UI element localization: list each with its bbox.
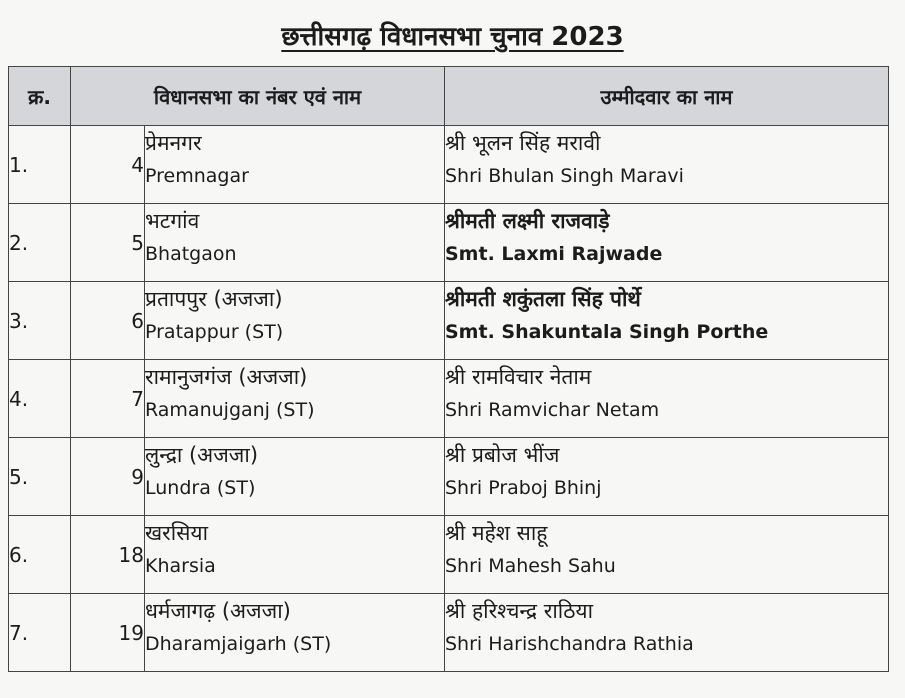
candidate-table [8,66,889,672]
constituency-name-english: Kharsia [145,555,216,577]
candidate-cell [445,126,889,204]
constituency-name-cell [145,360,445,438]
serial-number: 4. [9,360,71,438]
constituency-number: 19 [71,594,145,672]
serial-number: 6. [9,516,71,594]
serial-number: 2. [9,204,71,282]
constituency-name-cell [145,438,445,516]
candidate-name-english: Shri Harishchandra Rathia [445,633,694,655]
candidate-cell [445,360,889,438]
candidate-cell [445,204,889,282]
header-serial: क्र. [9,67,71,126]
document-title-text: छत्तीसगढ़ विधानसभा चुनाव 2023 [281,22,624,52]
constituency-number: 5 [71,204,145,282]
candidate-name-hindi: श्रीमती लक्ष्मी राजवाड़े [445,209,610,233]
serial-number: 5. [9,438,71,516]
candidate-cell [445,282,889,360]
constituency-number: 6 [71,282,145,360]
constituency-name-cell [145,126,445,204]
candidate-name-english: Shri Mahesh Sahu [445,555,616,577]
candidate-name-hindi: श्री रामविचार नेताम [445,365,592,389]
constituency-name-hindi: प्रतापपुर (अजजा) [145,287,283,311]
candidate-cell [445,594,889,672]
constituency-name-cell [145,204,445,282]
table-row [9,594,889,672]
candidate-name-english: Smt. Laxmi Rajwade [445,243,663,265]
document-title [0,20,905,54]
constituency-number: 9 [71,438,145,516]
candidate-name-hindi: श्रीमती शकुंतला सिंह पोर्थे [445,287,641,311]
constituency-name-english: Pratappur (ST) [145,321,284,343]
constituency-number: 7 [71,360,145,438]
constituency-name-english: Ramanujganj (ST) [145,399,315,421]
constituency-name-cell [145,594,445,672]
constituency-name-hindi: खरसिया [145,521,209,545]
candidate-cell [445,516,889,594]
constituency-name-english: Dharamjaigarh (ST) [145,633,332,655]
constituency-name-hindi: प्रेमनगर [145,131,202,155]
constituency-name-hindi: रामानुजगंज (अजजा) [145,365,308,389]
constituency-number: 18 [71,516,145,594]
constituency-name-english: Bhatgaon [145,243,237,265]
constituency-name-english: Lundra (ST) [145,477,256,499]
candidate-cell [445,438,889,516]
candidate-name-hindi: श्री भूलन सिंह मरावी [445,131,601,155]
header-constituency: विधानसभा का नंबर एवं नाम [71,67,445,126]
table-row [9,126,889,204]
serial-number: 3. [9,282,71,360]
candidate-name-hindi: श्री महेश साहू [445,521,548,545]
table-row [9,516,889,594]
candidate-name-english: Shri Praboj Bhinj [445,477,602,499]
candidate-name-hindi: श्री हरिश्चन्द्र राठिया [445,599,594,623]
candidate-name-english: Shri Ramvichar Netam [445,399,660,421]
serial-number: 7. [9,594,71,672]
constituency-name-cell [145,516,445,594]
constituency-name-hindi: भटगांव [145,209,200,233]
table-row [9,204,889,282]
table-header-row [9,67,889,126]
candidate-name-english: Shri Bhulan Singh Maravi [445,165,684,187]
constituency-name-hindi: लुन्द्रा (अजजा) [145,443,259,467]
constituency-number: 4 [71,126,145,204]
candidate-name-hindi: श्री प्रबोज भींज [445,443,560,467]
constituency-name-cell [145,282,445,360]
table-row [9,438,889,516]
candidate-name-english: Smt. Shakuntala Singh Porthe [445,321,769,343]
header-candidate: उम्मीदवार का नाम [445,67,889,126]
constituency-name-hindi: धर्मजागढ़ (अजजा) [145,599,291,623]
constituency-name-english: Premnagar [145,165,249,187]
table-row [9,282,889,360]
table-row [9,360,889,438]
serial-number: 1. [9,126,71,204]
